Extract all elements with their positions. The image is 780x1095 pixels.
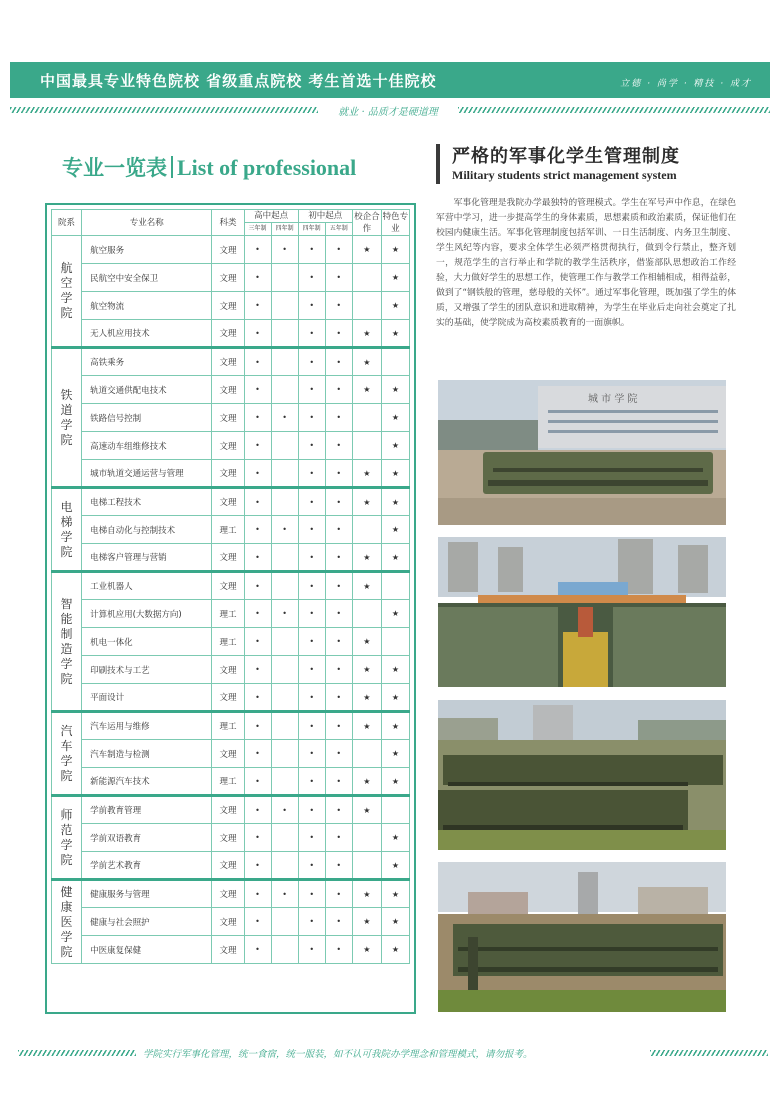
major-table (51, 209, 410, 964)
major-category: 文理 (212, 292, 244, 320)
drill-ground-photo (438, 862, 726, 1012)
offer-mark: ★ (381, 432, 409, 460)
offer-mark: • (298, 936, 325, 964)
offer-mark: • (271, 796, 298, 824)
footer-notice-row (18, 1046, 768, 1060)
major-category: 理工 (212, 628, 244, 656)
major-category: 理工 (212, 516, 244, 544)
major-category: 文理 (212, 684, 244, 712)
offer-mark: ★ (381, 712, 409, 740)
offer-mark: ★ (352, 684, 381, 712)
table-row (52, 236, 410, 264)
offer-mark: ★ (381, 880, 409, 908)
major-name: 学前双语教育 (82, 824, 212, 852)
table-row (52, 852, 410, 880)
offer-mark: • (298, 796, 325, 824)
offer-mark: • (298, 908, 325, 936)
offer-mark: • (325, 628, 352, 656)
offer-mark: • (325, 236, 352, 264)
table-row (52, 348, 410, 376)
offer-mark: ★ (381, 236, 409, 264)
offer-mark: • (244, 292, 271, 320)
offer-mark: • (244, 460, 271, 488)
header-dept: 院系 (52, 210, 82, 236)
table-row (52, 488, 410, 516)
offer-mark: • (325, 824, 352, 852)
offer-mark (352, 824, 381, 852)
major-category: 文理 (212, 376, 244, 404)
offer-mark: • (244, 768, 271, 796)
offer-mark (271, 740, 298, 768)
slogan-row (10, 103, 770, 117)
major-name: 航空物流 (82, 292, 212, 320)
offer-mark: • (325, 880, 352, 908)
offer-mark: • (298, 348, 325, 376)
offer-mark (352, 264, 381, 292)
table-row (52, 768, 410, 796)
offer-mark (271, 320, 298, 348)
header-mid-5yr: 五年制 (325, 223, 352, 236)
offer-mark: • (298, 880, 325, 908)
major-category: 文理 (212, 320, 244, 348)
offer-mark (271, 376, 298, 404)
offer-mark: • (244, 376, 271, 404)
major-name: 计算机应用(大数据方向) (82, 600, 212, 628)
offer-mark: ★ (381, 292, 409, 320)
major-name: 机电一体化 (82, 628, 212, 656)
major-name: 轨道交通供配电技术 (82, 376, 212, 404)
offer-mark (271, 628, 298, 656)
major-category: 理工 (212, 600, 244, 628)
table-row (52, 796, 410, 824)
offer-mark: • (244, 236, 271, 264)
offer-mark: ★ (381, 768, 409, 796)
header-mid-4yr: 四年制 (298, 223, 325, 236)
offer-mark: • (298, 404, 325, 432)
table-row (52, 404, 410, 432)
major-table-frame (45, 203, 416, 1014)
offer-mark (381, 348, 409, 376)
offer-mark: ★ (381, 460, 409, 488)
header-major: 专业名称 (82, 210, 212, 236)
offer-mark: • (244, 656, 271, 684)
offer-mark (352, 600, 381, 628)
offer-mark: • (298, 656, 325, 684)
offer-mark: • (325, 460, 352, 488)
table-row (52, 824, 410, 852)
major-name: 航空服务 (82, 236, 212, 264)
banner-slogan: 中国最具专业特色院校 省级重点院校 考生首选十佳院校 (40, 72, 437, 90)
offer-mark (271, 824, 298, 852)
offer-mark: • (325, 852, 352, 880)
major-name: 学前教育管理 (82, 796, 212, 824)
offer-mark (271, 292, 298, 320)
offer-mark (271, 852, 298, 880)
major-name: 健康与社会照护 (82, 908, 212, 936)
table-row (52, 460, 410, 488)
offer-mark: • (244, 432, 271, 460)
table-row (52, 600, 410, 628)
major-category: 文理 (212, 264, 244, 292)
offer-mark: ★ (381, 852, 409, 880)
table-row (52, 432, 410, 460)
offer-mark: • (298, 852, 325, 880)
table-row (52, 684, 410, 712)
offer-mark: • (298, 600, 325, 628)
offer-mark: ★ (381, 600, 409, 628)
offer-mark: ★ (381, 544, 409, 572)
major-table-body (52, 236, 410, 964)
offer-mark: ★ (381, 740, 409, 768)
offer-mark: • (244, 628, 271, 656)
offer-mark: • (271, 600, 298, 628)
offer-mark: • (325, 404, 352, 432)
offer-mark: • (298, 516, 325, 544)
offer-mark (271, 348, 298, 376)
major-category: 理工 (212, 768, 244, 796)
offer-mark: • (244, 320, 271, 348)
offer-mark: • (325, 908, 352, 936)
offer-mark: • (298, 684, 325, 712)
header-middle-school: 初中起点 (298, 210, 352, 223)
major-name: 新能源汽车技术 (82, 768, 212, 796)
offer-mark: • (244, 796, 271, 824)
major-name: 高铁乘务 (82, 348, 212, 376)
table-row (52, 264, 410, 292)
offer-mark (381, 796, 409, 824)
offer-mark (271, 488, 298, 516)
offer-mark: • (298, 320, 325, 348)
top-banner (10, 62, 770, 98)
table-row (52, 544, 410, 572)
title-accent-bar (436, 144, 440, 184)
offer-mark: • (244, 488, 271, 516)
header-special: 特色专业 (382, 211, 409, 234)
major-name: 电梯客户管理与营销 (82, 544, 212, 572)
hatch-decoration (10, 107, 318, 113)
offer-mark: ★ (352, 572, 381, 600)
major-name: 工业机器人 (82, 572, 212, 600)
offer-mark: • (298, 740, 325, 768)
major-name: 电梯工程技术 (82, 488, 212, 516)
offer-mark: • (298, 572, 325, 600)
offer-mark: • (244, 600, 271, 628)
offer-mark: • (325, 264, 352, 292)
offer-mark: ★ (352, 236, 381, 264)
offer-mark (381, 572, 409, 600)
offer-mark (271, 544, 298, 572)
list-title-en: List of professional (177, 155, 357, 180)
offer-mark: ★ (352, 768, 381, 796)
dept-name: 智 能 制 造 学 院 (52, 572, 82, 712)
major-name: 高速动车组维修技术 (82, 432, 212, 460)
offer-mark: ★ (352, 796, 381, 824)
offer-mark: ★ (381, 908, 409, 936)
offer-mark: • (244, 348, 271, 376)
offer-mark (271, 768, 298, 796)
major-category: 文理 (212, 852, 244, 880)
table-row (52, 880, 410, 908)
offer-mark: • (244, 516, 271, 544)
major-name: 汽车制造与检测 (82, 740, 212, 768)
offer-mark: • (325, 796, 352, 824)
offer-mark: • (325, 600, 352, 628)
offer-mark: • (244, 880, 271, 908)
hatch-decoration (650, 1050, 768, 1056)
offer-mark: ★ (381, 936, 409, 964)
offer-mark: ★ (381, 264, 409, 292)
dept-name: 铁 道 学 院 (52, 348, 82, 488)
dept-name: 师 范 学 院 (52, 796, 82, 880)
offer-mark: • (298, 432, 325, 460)
major-category: 文理 (212, 740, 244, 768)
table-row (52, 656, 410, 684)
major-category: 文理 (212, 908, 244, 936)
offer-mark: ★ (352, 488, 381, 516)
offer-mark: • (325, 740, 352, 768)
section-title-en: Military students strict management system (452, 168, 677, 182)
title-divider (171, 156, 173, 178)
offer-mark: • (271, 236, 298, 264)
offer-mark: ★ (381, 376, 409, 404)
offer-mark: ★ (352, 712, 381, 740)
offer-mark: ★ (381, 404, 409, 432)
offer-mark: • (271, 404, 298, 432)
troop-formation-photo (438, 700, 726, 850)
building-sign: 城 市 学 院 (588, 394, 638, 405)
major-name: 民航空中安全保卫 (82, 264, 212, 292)
offer-mark: ★ (381, 684, 409, 712)
offer-mark: ★ (381, 320, 409, 348)
offer-mark: • (298, 712, 325, 740)
table-row (52, 712, 410, 740)
major-category: 文理 (212, 460, 244, 488)
offer-mark (271, 656, 298, 684)
offer-mark: ★ (352, 656, 381, 684)
major-name: 健康服务与管理 (82, 880, 212, 908)
offer-mark (352, 292, 381, 320)
table-row (52, 572, 410, 600)
offer-mark: ★ (352, 880, 381, 908)
major-name: 中医康复保健 (82, 936, 212, 964)
offer-mark: • (298, 628, 325, 656)
offer-mark: • (298, 488, 325, 516)
offer-mark: • (325, 320, 352, 348)
major-name: 平面设计 (82, 684, 212, 712)
list-title (62, 152, 356, 182)
offer-mark: • (325, 516, 352, 544)
offer-mark: ★ (352, 348, 381, 376)
offer-mark: • (325, 376, 352, 404)
major-category: 文理 (212, 488, 244, 516)
offer-mark (352, 852, 381, 880)
assembly-ceremony-photo (438, 537, 726, 687)
offer-mark: • (244, 544, 271, 572)
offer-mark: ★ (352, 936, 381, 964)
offer-mark: • (244, 908, 271, 936)
header-coop: 校企合作 (354, 211, 380, 234)
header-high-school: 高中起点 (244, 210, 298, 223)
table-row (52, 320, 410, 348)
offer-mark: • (244, 936, 271, 964)
offer-mark: • (244, 740, 271, 768)
offer-mark: ★ (381, 516, 409, 544)
offer-mark: ★ (381, 824, 409, 852)
offer-mark: • (298, 824, 325, 852)
slogan-text: 就业 · 品质才是硬道理 (338, 107, 438, 118)
offer-mark: • (325, 544, 352, 572)
management-description: 军事化管理是我院办学最独特的管理模式。学生在军号声中作息，在绿色军营中学习，进一步提高学生的身体素质，思想素质和政治素质，保证他们在校园内健康生活。军事化管理制度包括军训、一日生活制度、内务卫生制度、学生风纪等内容，要求全体学生必须严格贯彻执行，做到令行禁止，整齐划一，规范学生的言行举止和学院的教学生活秩序，借鉴部队思想政治工作经验，大力做好学生的思想工作，使管理工作与教学工作相辅相成，相得益彰，做到了“钢铁般的管理，慈母般的关怀”。通过军事化管理，既加强了学生的体质，又增强了学生的团队意识和进取精神，为学生在毕业后走向社会奠定了扎实的基础，使学院成为高校素质教育的一面旗帜。 (436, 198, 736, 328)
dept-name: 汽 车 学 院 (52, 712, 82, 796)
offer-mark: • (271, 880, 298, 908)
offer-mark: ★ (352, 460, 381, 488)
offer-mark: • (325, 656, 352, 684)
offer-mark: • (325, 936, 352, 964)
offer-mark: • (244, 684, 271, 712)
table-row (52, 936, 410, 964)
offer-mark (271, 908, 298, 936)
major-name: 汽车运用与维修 (82, 712, 212, 740)
offer-mark: • (271, 516, 298, 544)
dept-name: 电 梯 学 院 (52, 488, 82, 572)
major-category: 文理 (212, 880, 244, 908)
offer-mark: ★ (381, 488, 409, 516)
offer-mark: • (244, 712, 271, 740)
major-category: 文理 (212, 348, 244, 376)
table-row (52, 376, 410, 404)
offer-mark: ★ (352, 320, 381, 348)
offer-mark: • (244, 404, 271, 432)
offer-mark (271, 936, 298, 964)
offer-mark (352, 516, 381, 544)
major-category: 文理 (212, 936, 244, 964)
offer-mark (271, 572, 298, 600)
major-category: 文理 (212, 824, 244, 852)
offer-mark: ★ (352, 628, 381, 656)
dept-name: 健 康 医 学 院 (52, 880, 82, 964)
major-category: 文理 (212, 572, 244, 600)
offer-mark (271, 684, 298, 712)
offer-mark: ★ (352, 376, 381, 404)
list-title-zh: 专业一览表 (62, 156, 167, 180)
offer-mark: • (244, 572, 271, 600)
hatch-decoration (458, 107, 770, 113)
footer-notice: 学院实行军事化管理，统一食宿，统一服装，如不认可我院办学理念和管理模式，请勿报考。 (143, 1049, 533, 1060)
offer-mark: • (325, 432, 352, 460)
offer-mark: • (325, 572, 352, 600)
major-name: 印刷技术与工艺 (82, 656, 212, 684)
major-name: 电梯自动化与控制技术 (82, 516, 212, 544)
table-row (52, 628, 410, 656)
major-name: 城市轨道交通运营与管理 (82, 460, 212, 488)
offer-mark: • (298, 292, 325, 320)
offer-mark: • (325, 292, 352, 320)
major-category: 理工 (212, 712, 244, 740)
offer-mark (271, 264, 298, 292)
offer-mark: • (298, 236, 325, 264)
dept-name: 航 空 学 院 (52, 236, 82, 348)
banner-motto: 立德 · 尚学 · 精技 · 成才 (620, 79, 752, 89)
major-category: 文理 (212, 236, 244, 264)
table-row (52, 516, 410, 544)
offer-mark: ★ (381, 656, 409, 684)
offer-mark (271, 460, 298, 488)
offer-mark: • (244, 852, 271, 880)
major-category: 文理 (212, 796, 244, 824)
section-title-zh: 严格的军事化学生管理制度 (452, 146, 680, 167)
offer-mark (352, 404, 381, 432)
offer-mark: ★ (352, 908, 381, 936)
offer-mark: • (325, 348, 352, 376)
offer-mark: • (325, 712, 352, 740)
offer-mark: • (298, 544, 325, 572)
header-category: 科类 (212, 210, 244, 236)
offer-mark: • (298, 460, 325, 488)
offer-mark: • (298, 768, 325, 796)
offer-mark: • (325, 768, 352, 796)
major-category: 文理 (212, 544, 244, 572)
header-high-3yr: 三年制 (244, 223, 271, 236)
offer-mark: • (244, 824, 271, 852)
offer-mark: ★ (352, 544, 381, 572)
header-high-4yr: 四年制 (271, 223, 298, 236)
major-category: 文理 (212, 432, 244, 460)
offer-mark (271, 432, 298, 460)
major-category: 文理 (212, 656, 244, 684)
campus-building-drill-photo (438, 380, 726, 525)
offer-mark: • (325, 488, 352, 516)
table-row (52, 740, 410, 768)
offer-mark (352, 432, 381, 460)
offer-mark (352, 740, 381, 768)
offer-mark: • (325, 684, 352, 712)
offer-mark (271, 712, 298, 740)
offer-mark: • (298, 264, 325, 292)
hatch-decoration (18, 1050, 136, 1056)
offer-mark: • (244, 264, 271, 292)
table-row (52, 908, 410, 936)
table-row (52, 292, 410, 320)
major-name: 无人机应用技术 (82, 320, 212, 348)
major-name: 学前艺术教育 (82, 852, 212, 880)
offer-mark: • (298, 376, 325, 404)
major-name: 铁路信号控制 (82, 404, 212, 432)
offer-mark (381, 628, 409, 656)
major-category: 文理 (212, 404, 244, 432)
